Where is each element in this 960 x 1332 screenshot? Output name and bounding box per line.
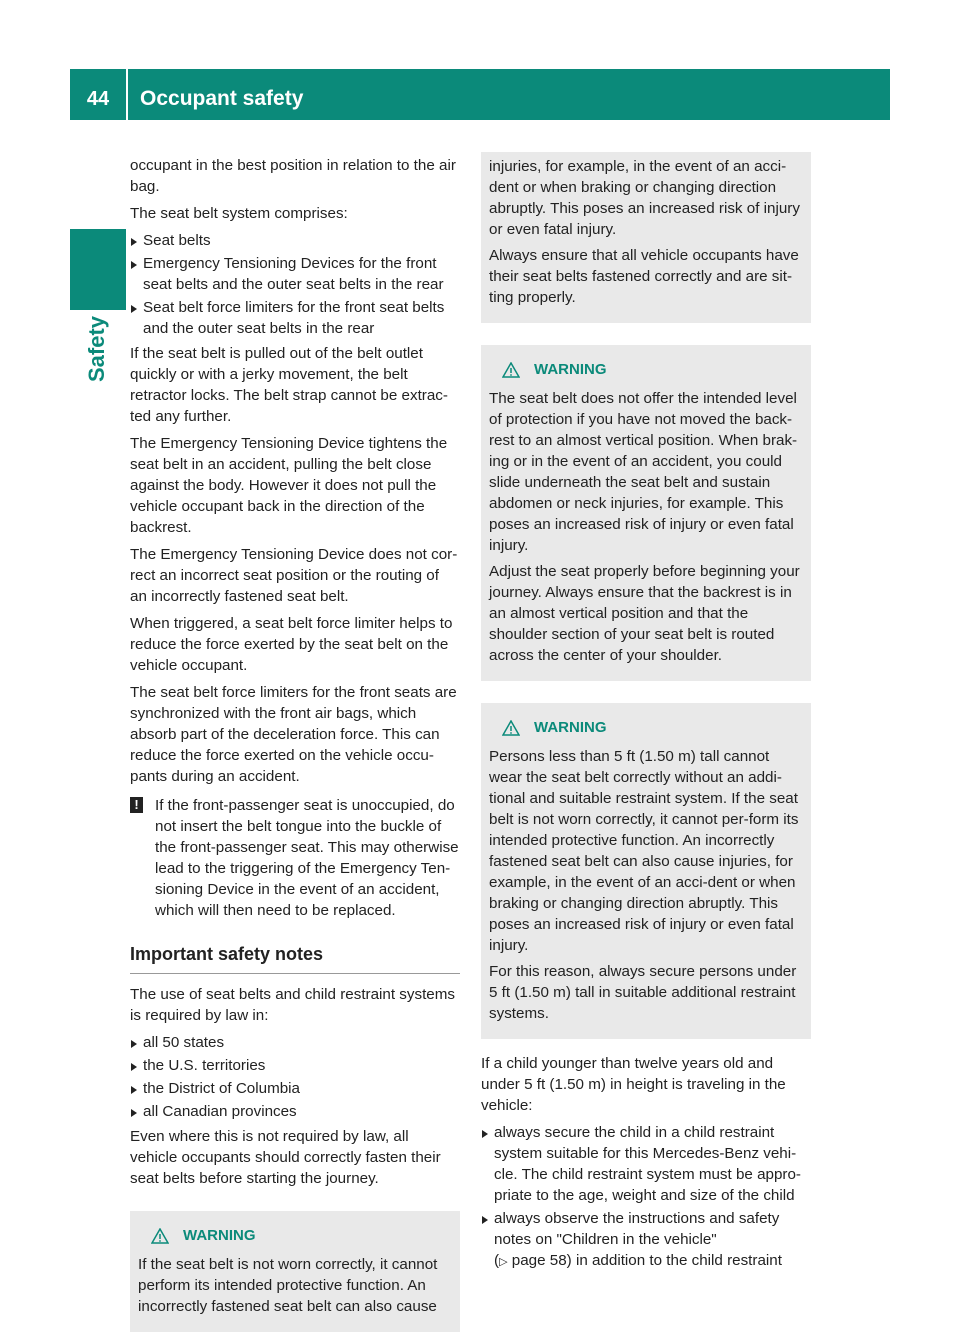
section-tab-block xyxy=(70,229,126,310)
warning-text: Always ensure that all vehicle occupants have their seat belts fastened correctly and are sit-ting properly. xyxy=(489,247,799,306)
list-item: Seat belt force limiters for the front seat belts and the outer seat belts in the rear xyxy=(130,297,460,339)
paragraph: When triggered, a seat belt force limiter helps to reduce the force exerted by the seat belt on the vehicle occupant. xyxy=(130,615,453,674)
warning-text: If the seat belt is not worn correctly, it cannot perform its intended protective function. An incorrectly fastened seat belt can also cause xyxy=(138,1256,438,1315)
warning-triangle-icon xyxy=(502,720,520,736)
list-item: always observe the instructions and safety notes on "Children in the vehicle" (▷ page 58) in addition to the child restraint xyxy=(481,1208,811,1273)
paragraph: Even where this is not required by law, all vehicle occupants should correctly fasten their seat belts before starting the journey. xyxy=(130,1128,441,1187)
warning-header xyxy=(502,359,803,380)
warning-header xyxy=(151,1225,452,1246)
section-heading: Important safety notes xyxy=(130,943,460,974)
warning-text: injuries, for example, in the event of an acci-dent or when braking or changing direction abruptly. This poses an increased risk of injury or even fatal injury. xyxy=(489,158,800,238)
system-list xyxy=(130,230,460,339)
warning-title: WARNING xyxy=(534,361,607,378)
warning-triangle-icon xyxy=(502,362,520,378)
exclamation-icon: ! xyxy=(130,797,143,813)
paragraph: The Emergency Tensioning Device tightens the seat belt in an accident, pulling the belt close against the body. However it does not pull the vehicle occupant back in the direction of the backrest. xyxy=(130,435,448,536)
left-column xyxy=(130,155,460,1332)
paragraph: If a child younger than twelve years old and under 5 ft (1.50 m) in height is traveling in the vehicle: xyxy=(481,1055,786,1114)
warning-text: Adjust the seat properly before beginning your journey. Always ensure that the backrest is in an almost vertical position and that the shoulder section of your seat belt is routed across the center of your shoulder. xyxy=(489,563,800,664)
page-title: Occupant safety xyxy=(140,87,304,110)
warning-box-continued xyxy=(481,152,811,323)
list-item: the U.S. territories xyxy=(130,1055,460,1076)
warning-header xyxy=(502,717,803,738)
list-item-text: always observe the instructions and safety notes on "Children in the vehicle" xyxy=(494,1210,780,1248)
paragraph: The seat belt system comprises: xyxy=(130,205,348,222)
list-item: all Canadian provinces xyxy=(130,1101,460,1122)
page-reference-arrow-icon: ▷ xyxy=(499,1256,508,1268)
paragraph: occupant in the best position in relation to the air bag. xyxy=(130,157,456,195)
page-number: 44 xyxy=(86,88,110,110)
law-list xyxy=(130,1032,460,1122)
paragraph: The seat belt force limiters for the front seats are synchronized with the front air bags, which absorb part of the deceleration force. This can reduce the force exerted on the vehicle occu-pants during an accident. xyxy=(130,684,457,785)
section-tab-label: Safety xyxy=(84,315,109,382)
material-damage-note xyxy=(130,795,460,921)
child-list xyxy=(481,1122,811,1273)
paragraph: The use of seat belts and child restraint systems is required by law in: xyxy=(130,986,455,1024)
warning-box xyxy=(481,703,811,1039)
list-item: all 50 states xyxy=(130,1032,460,1053)
list-item: Emergency Tensioning Devices for the front seat belts and the outer seat belts in the rear xyxy=(130,253,460,295)
paragraph: The Emergency Tensioning Device does not cor-rect an incorrect seat position or the routing of an incorrectly fastened seat belt. xyxy=(130,546,458,605)
warning-text: The seat belt does not offer the intended level of protection if you have not moved the back-rest to an almost vertical position. When brak-ing or in the event of an accident, you could slide underneath the seat belt and sustain abdomen or neck injuries, for example. This poses an increased risk of injury or even fatal injury. xyxy=(489,390,798,554)
list-item: Seat belts xyxy=(130,230,460,251)
warning-box xyxy=(481,345,811,681)
warning-text: For this reason, always secure persons under 5 ft (1.50 m) tall in suitable additional restraint systems. xyxy=(489,963,797,1022)
right-column xyxy=(481,152,811,1277)
warning-title: WARNING xyxy=(534,719,607,736)
warning-box xyxy=(130,1211,460,1332)
note-text: If the front-passenger seat is unoccupied, do not insert the belt tongue into the buckle of the front-passenger seat. This may otherwise lead to the triggering of the Emergency Ten-sioning Device in the event of an accident, which will then need to be replaced. xyxy=(155,797,459,919)
list-item: always secure the child in a child restraint system suitable for this Mercedes-Benz vehi-cle. The child restraint system must be appro-priate to the age, weight and size of the child xyxy=(481,1122,811,1206)
warning-text: Persons less than 5 ft (1.50 m) tall cannot wear the seat belt correctly without an addi-tional and suitable restraint system. If the seat belt is not worn correctly, it cannot per-form its intended protective function. An incorrectly fastened seat belt can also cause injuries, for example, in the event of an acci-dent or when braking or changing direction abruptly. This poses an increased risk of injury or even fatal injury. xyxy=(489,748,799,954)
page-reference-link[interactable]: page 58) in addition to the child restraint xyxy=(511,1252,782,1269)
list-item: the District of Columbia xyxy=(130,1078,460,1099)
warning-triangle-icon xyxy=(151,1228,169,1244)
paragraph: If the seat belt is pulled out of the belt outlet quickly or with a jerky movement, the belt retractor locks. The belt strap cannot be extrac-ted any further. xyxy=(130,345,448,425)
section-tab xyxy=(84,315,116,382)
warning-title: WARNING xyxy=(183,1227,256,1244)
header-divider xyxy=(126,69,128,120)
